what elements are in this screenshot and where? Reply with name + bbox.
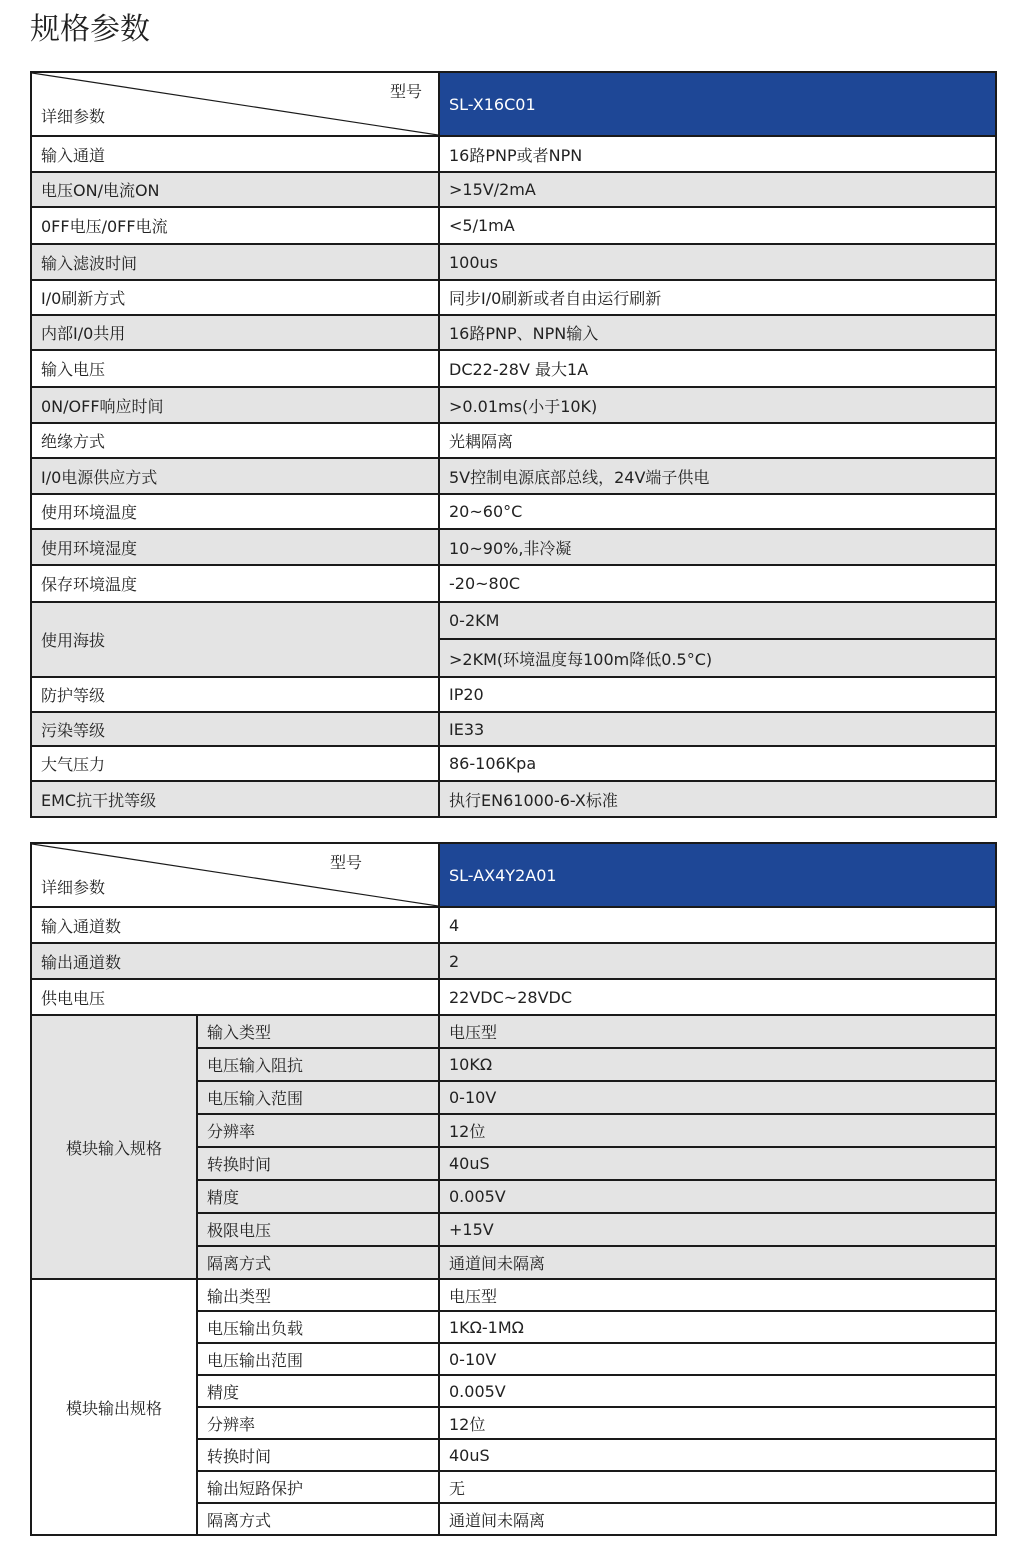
table-row: [31, 565, 996, 602]
group-label-output: 模块输出规格: [31, 1279, 197, 1535]
param-label: 详细参数: [41, 878, 106, 897]
param-name: 0FF电压/0FF电流: [31, 207, 439, 244]
param-name: 转换时间: [197, 1439, 439, 1471]
param-value: 12位: [439, 1407, 996, 1439]
param-value: 10KΩ: [439, 1048, 996, 1081]
param-value: 0-10V: [439, 1081, 996, 1114]
model-name: SL-X16C01: [439, 72, 996, 136]
table-row: [31, 387, 996, 423]
param-value: 无: [439, 1471, 996, 1503]
model-name: SL-AX4Y2A01: [439, 843, 996, 907]
param-value: 100us: [439, 244, 996, 280]
param-value: IP20: [439, 677, 996, 712]
param-name: 隔离方式: [197, 1246, 439, 1279]
param-name: 使用海拔: [31, 602, 439, 677]
param-value: 40uS: [439, 1147, 996, 1180]
param-value: 22VDC~28VDC: [439, 979, 996, 1015]
param-name: 电压输入范围: [197, 1081, 439, 1114]
table-header-row: [31, 72, 996, 136]
param-name: 分辨率: [197, 1114, 439, 1147]
table-row: [31, 315, 996, 350]
param-value: 通道间未隔离: [439, 1246, 996, 1279]
table-header-row: [31, 843, 996, 907]
param-name: 0N/OFF响应时间: [31, 387, 439, 423]
param-value: 0-2KM: [439, 602, 996, 639]
table-row: [31, 280, 996, 315]
table-row: [31, 244, 996, 280]
table-row: [31, 1015, 996, 1048]
table-row: [31, 494, 996, 529]
param-value: >0.01ms(小于10K): [439, 387, 996, 423]
param-value: 光耦隔离: [439, 423, 996, 458]
spec-table-sl-ax4y2a01: [30, 842, 997, 1536]
param-name: EMC抗干扰等级: [31, 781, 439, 817]
param-name: 绝缘方式: [31, 423, 439, 458]
param-name: 使用环境湿度: [31, 529, 439, 565]
param-value: 通道间未隔离: [439, 1503, 996, 1535]
param-value: 0.005V: [439, 1180, 996, 1213]
param-value: 0-10V: [439, 1343, 996, 1375]
param-value: 5V控制电源底部总线，24V端子供电: [439, 458, 996, 494]
table-row: [31, 136, 996, 172]
param-value: 16路PNP、NPN输入: [439, 315, 996, 350]
param-name: 电压输出负载: [197, 1311, 439, 1343]
param-name: 电压ON/电流ON: [31, 172, 439, 207]
param-name: 输出类型: [197, 1279, 439, 1311]
page-title: 规格参数: [30, 12, 150, 47]
param-name: 使用环境温度: [31, 494, 439, 529]
param-name: I/0电源供应方式: [31, 458, 439, 494]
param-name: 精度: [197, 1180, 439, 1213]
table-row: [31, 907, 996, 943]
param-value: >15V/2mA: [439, 172, 996, 207]
table-row: [31, 602, 996, 639]
param-value: IE33: [439, 712, 996, 746]
param-value: 20~60°C: [439, 494, 996, 529]
param-value: 86-106Kpa: [439, 746, 996, 781]
param-label: 详细参数: [41, 107, 106, 126]
param-name: 防护等级: [31, 677, 439, 712]
param-name: 污染等级: [31, 712, 439, 746]
param-name: 输出通道数: [31, 943, 439, 979]
model-label: 型号: [329, 853, 362, 872]
param-name: 极限电压: [197, 1213, 439, 1246]
group-label-input: 模块输入规格: [31, 1015, 197, 1279]
param-value: 4: [439, 907, 996, 943]
table-row: [31, 677, 996, 712]
param-name: 电压输出范围: [197, 1343, 439, 1375]
param-value: <5/1mA: [439, 207, 996, 244]
table-row: [31, 423, 996, 458]
param-value: 同步I/0刷新或者自由运行刷新: [439, 280, 996, 315]
param-name: 输入通道: [31, 136, 439, 172]
param-value: 1KΩ-1MΩ: [439, 1311, 996, 1343]
table-row: [31, 712, 996, 746]
table-row: [31, 458, 996, 494]
table-row: [31, 207, 996, 244]
param-name: 电压输入阻抗: [197, 1048, 439, 1081]
param-name: 内部I/0共用: [31, 315, 439, 350]
param-name: 输入滤波时间: [31, 244, 439, 280]
param-value: 执行EN61000-6-X标准: [439, 781, 996, 817]
param-value: 40uS: [439, 1439, 996, 1471]
table-header-corner: [31, 843, 439, 907]
table-row: [31, 350, 996, 387]
table-row: [31, 781, 996, 817]
param-value: 电压型: [439, 1015, 996, 1048]
param-name: 大气压力: [31, 746, 439, 781]
param-value: +15V: [439, 1213, 996, 1246]
param-value: 电压型: [439, 1279, 996, 1311]
param-value: 10~90%,非冷凝: [439, 529, 996, 565]
param-value: -20~80C: [439, 565, 996, 602]
spec-table-sl-x16c01: [30, 71, 997, 818]
param-name: 转换时间: [197, 1147, 439, 1180]
table-row: [31, 1279, 996, 1311]
param-name: 精度: [197, 1375, 439, 1407]
param-name: 输入通道数: [31, 907, 439, 943]
param-value: 0.005V: [439, 1375, 996, 1407]
param-value: 16路PNP或者NPN: [439, 136, 996, 172]
param-name: 输入类型: [197, 1015, 439, 1048]
param-name: 分辨率: [197, 1407, 439, 1439]
table-row: [31, 746, 996, 781]
param-name: 保存环境温度: [31, 565, 439, 602]
param-value: 12位: [439, 1114, 996, 1147]
param-value: >2KM(环境温度每100m降低0.5°C): [439, 639, 996, 677]
model-label: 型号: [389, 82, 422, 101]
table-row: [31, 979, 996, 1015]
param-name: I/0刷新方式: [31, 280, 439, 315]
param-value: 2: [439, 943, 996, 979]
table-row: [31, 529, 996, 565]
table-header-corner: [31, 72, 439, 136]
table-row: [31, 172, 996, 207]
param-name: 隔离方式: [197, 1503, 439, 1535]
param-value: DC22-28V 最大1A: [439, 350, 996, 387]
param-name: 输入电压: [31, 350, 439, 387]
table-row: [31, 943, 996, 979]
param-name: 供电电压: [31, 979, 439, 1015]
param-name: 输出短路保护: [197, 1471, 439, 1503]
